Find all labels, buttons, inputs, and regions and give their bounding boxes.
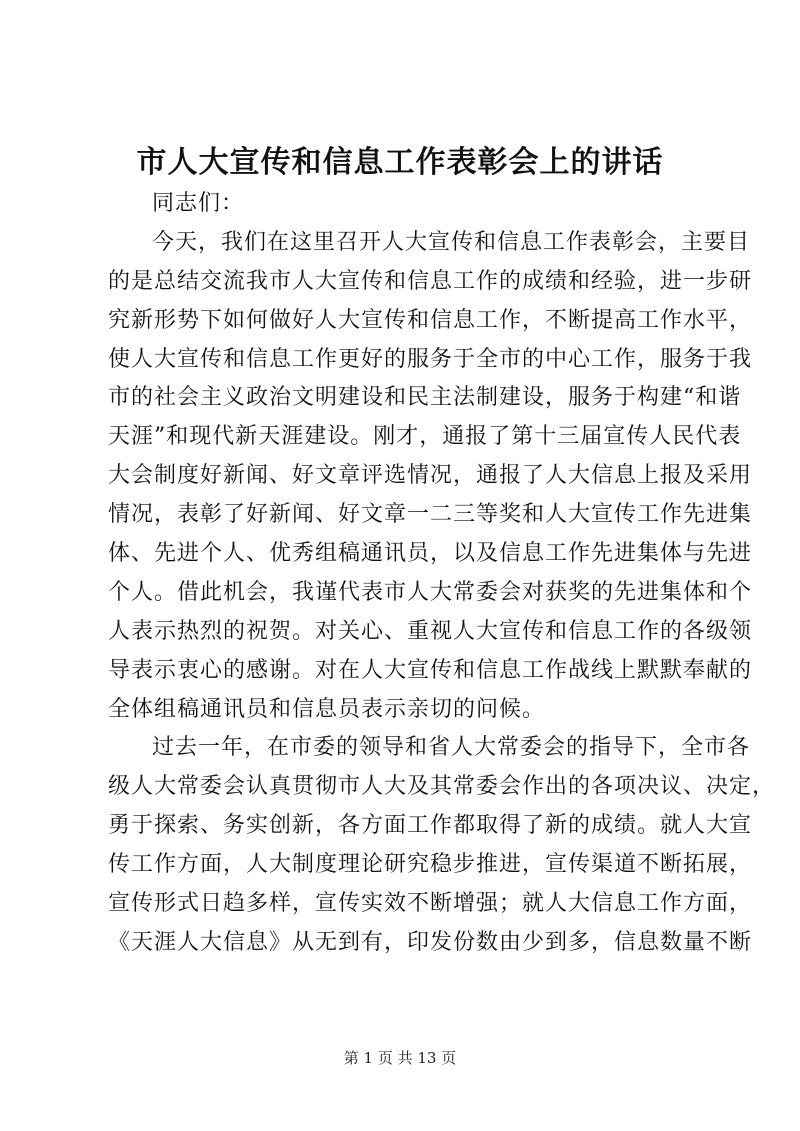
paragraph-1-line: 人表示热烈的祝贺。对关心、重视人大宣传和信息工作的各级领 bbox=[108, 618, 753, 644]
paragraph-1-line: 今天，我们在这里召开人大宣传和信息工作表彰会，主要目 bbox=[152, 229, 751, 255]
paragraph-2-line: 过去一年，在市委的领导和省人大常委会的指导下，全市各 bbox=[152, 735, 751, 761]
paragraph-1-line: 导表示衷心的感谢。对在人大宣传和信息工作战线上默默奉献的 bbox=[108, 657, 753, 683]
paragraph-2-line: 级人大常委会认真贯彻市人大及其常委会作出的各项决议、决定， bbox=[108, 774, 776, 800]
paragraph-2-line: 宣传形式日趋多样，宣传实效不断增强；就人大信息工作方面， bbox=[108, 891, 753, 917]
paragraph-2-line: 传工作方面，人大制度理论研究稳步推进，宣传渠道不断拓展， bbox=[108, 852, 753, 878]
paragraph-1-line: 市的社会主义政治文明建设和民主法制建设，服务于构建“和谐 bbox=[108, 385, 742, 411]
paragraph-1-line: 的是总结交流我市人大宣传和信息工作的成绩和经验，进一步研 bbox=[108, 268, 753, 294]
paragraph-1-line: 情况，表彰了好新闻、好文章一二三等奖和人大宣传工作先进集 bbox=[108, 502, 753, 528]
paragraph-1-line: 究新形势下如何做好人大宣传和信息工作，不断提高工作水平， bbox=[108, 307, 753, 333]
paragraph-2-line: 《天涯人大信息》从无到有，印发份数由少到多，信息数量不断 bbox=[108, 929, 753, 955]
paragraph-1-line: 大会制度好新闻、好文章评选情况，通报了人大信息上报及采用 bbox=[108, 463, 753, 489]
paragraph-2-line: 勇于探索、务实创新，各方面工作都取得了新的成绩。就人大宣 bbox=[108, 813, 753, 839]
paragraph-1-line: 使人大宣传和信息工作更好的服务于全市的中心工作，服务于我 bbox=[108, 346, 753, 372]
paragraph-1-line: 体、先进个人、优秀组稿通讯员，以及信息工作先进集体与先进 bbox=[108, 541, 753, 567]
paragraph-1-line: 全体组稿通讯员和信息员表示亲切的问候。 bbox=[108, 696, 546, 722]
salutation: 同志们： bbox=[152, 191, 245, 216]
page-number-footer: 第 1 页 共 13 页 bbox=[343, 1049, 457, 1067]
paragraph-1-line: 天涯”和现代新天涯建设。刚才，通报了第十三届宣传人民代表 bbox=[108, 424, 742, 450]
document-title: 市人大宣传和信息工作表彰会上的讲话 bbox=[136, 145, 664, 180]
paragraph-1-line: 个人。借此机会，我谨代表市人大常委会对获奖的先进集体和个 bbox=[108, 579, 753, 605]
document-body bbox=[108, 185, 776, 963]
